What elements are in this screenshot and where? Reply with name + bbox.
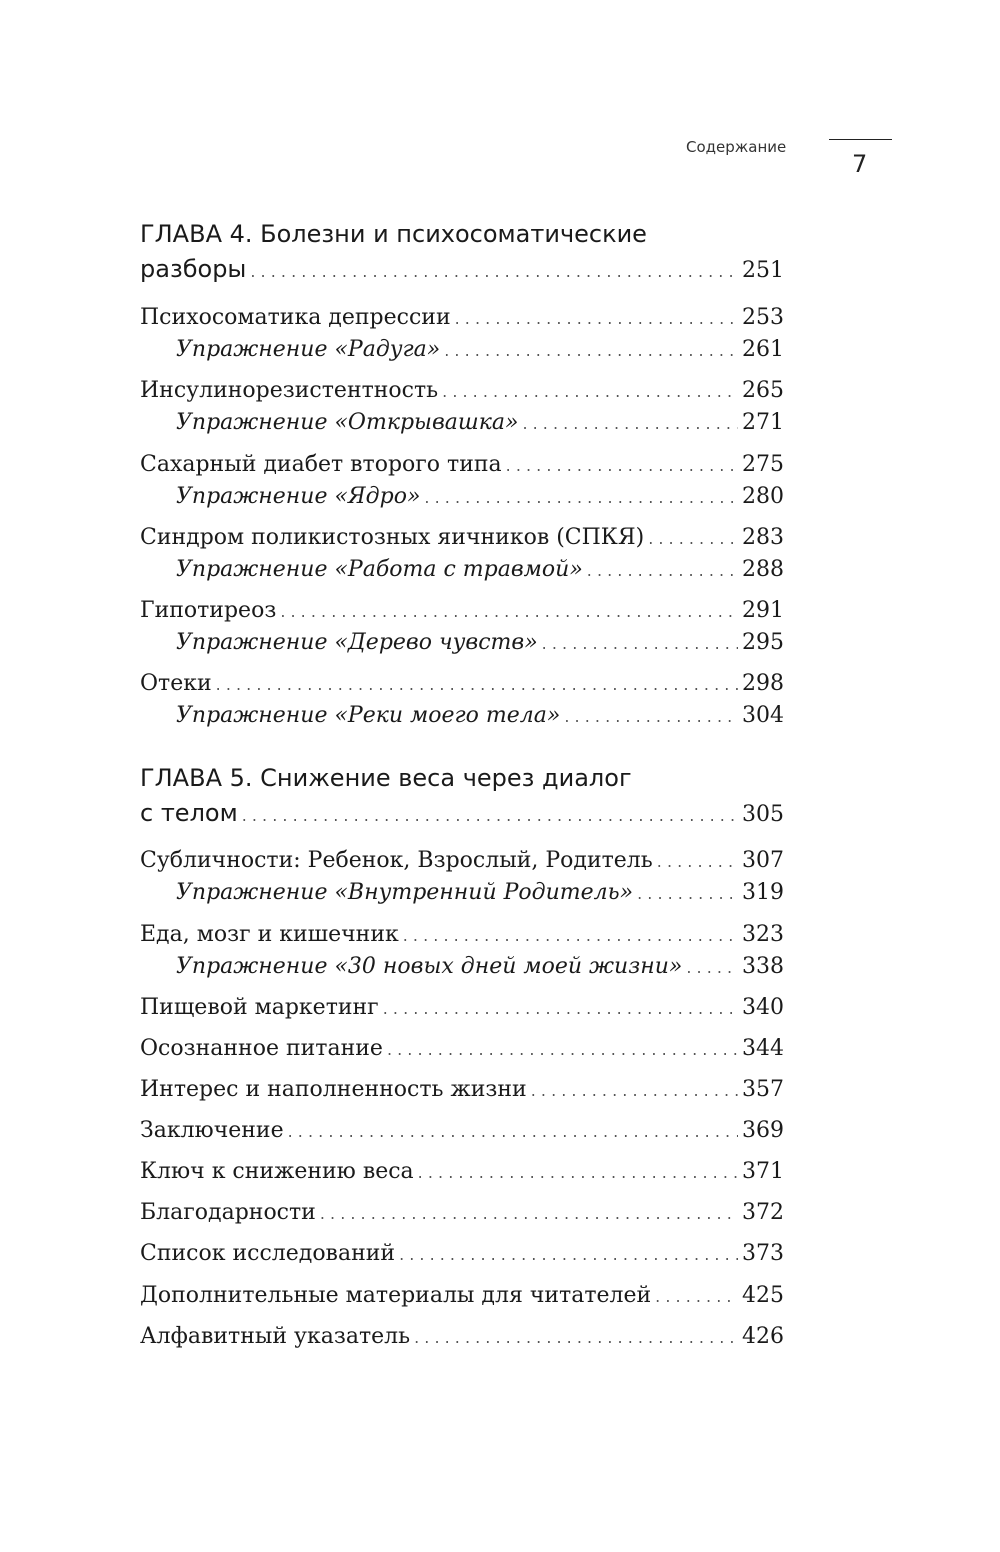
toc-exercise-title: Упражнение «Внутренний Родитель» bbox=[176, 880, 634, 905]
toc-entry-page: 265 bbox=[742, 378, 784, 403]
toc-entry[interactable] bbox=[140, 919, 784, 952]
toc-entry-page: 298 bbox=[742, 671, 784, 696]
toc-exercise[interactable] bbox=[176, 334, 784, 367]
header-rule bbox=[829, 139, 892, 140]
toc-exercise-page: 288 bbox=[742, 557, 784, 582]
chapter-4-entry[interactable] bbox=[140, 253, 784, 288]
toc-entry-title: Благодарности bbox=[140, 1200, 316, 1225]
toc-exercise-title: Упражнение «Открывашка» bbox=[176, 410, 519, 435]
toc-exercise-title: Упражнение «Радуга» bbox=[176, 337, 441, 362]
toc-entry[interactable] bbox=[140, 595, 784, 628]
leader-dots bbox=[403, 920, 738, 952]
toc-entry[interactable] bbox=[140, 1074, 784, 1107]
toc-entry[interactable] bbox=[140, 668, 784, 701]
leader-dots bbox=[564, 701, 738, 733]
chapter-4-page: 251 bbox=[742, 258, 784, 283]
toc-entry-page: 372 bbox=[742, 1200, 784, 1225]
toc-exercise-title: Упражнение «30 новых дней моей жизни» bbox=[176, 954, 683, 979]
toc-entry[interactable] bbox=[140, 1238, 784, 1271]
leader-dots bbox=[399, 1239, 738, 1271]
toc-entry-page: 357 bbox=[742, 1077, 784, 1102]
chapter-5-heading: ГЛАВА 5. Снижение веса через диалог bbox=[140, 764, 632, 792]
toc-exercise-title: Упражнение «Работа с травмой» bbox=[176, 557, 583, 582]
toc-entry[interactable] bbox=[140, 1115, 784, 1148]
leader-dots bbox=[216, 669, 738, 701]
toc-entry-page: 283 bbox=[742, 525, 784, 550]
toc-exercise-page: 338 bbox=[742, 954, 784, 979]
toc-entry[interactable] bbox=[140, 449, 784, 482]
toc-entry-page: 291 bbox=[742, 598, 784, 623]
toc-entry-page: 323 bbox=[742, 922, 784, 947]
toc-entry[interactable] bbox=[140, 1197, 784, 1230]
toc-entry-title: Интерес и наполненность жизни bbox=[140, 1077, 527, 1102]
toc-exercise[interactable] bbox=[176, 481, 784, 514]
toc-entry-page: 426 bbox=[742, 1324, 784, 1349]
toc-entry-title: Субличности: Ребенок, Взрослый, Родитель bbox=[140, 848, 653, 873]
toc-entry-title: Осознанное питание bbox=[140, 1036, 383, 1061]
toc-exercise[interactable] bbox=[176, 627, 784, 660]
leader-dots bbox=[655, 1281, 738, 1313]
leader-dots bbox=[531, 1075, 738, 1107]
leader-dots bbox=[648, 523, 738, 555]
toc-exercise-title: Упражнение «Дерево чувств» bbox=[176, 630, 538, 655]
toc-entry-title: Список исследований bbox=[140, 1241, 396, 1266]
leader-dots bbox=[637, 878, 738, 910]
running-head: Содержание bbox=[686, 138, 787, 156]
chapter-5-heading-cont: с телом bbox=[140, 799, 238, 827]
toc-entry-title: Психосоматика депрессии bbox=[140, 305, 451, 330]
toc-exercise-page: 261 bbox=[742, 337, 784, 362]
leader-dots bbox=[288, 1116, 738, 1148]
toc-entry[interactable] bbox=[140, 1321, 784, 1354]
toc-entry-page: 373 bbox=[742, 1241, 784, 1266]
chapter-4-heading: ГЛАВА 4. Болезни и психосоматические bbox=[140, 220, 647, 248]
toc-exercise[interactable] bbox=[176, 877, 784, 910]
leader-dots bbox=[280, 596, 738, 628]
toc-entry-title: Пищевой маркетинг bbox=[140, 995, 379, 1020]
toc-exercise-page: 280 bbox=[742, 484, 784, 509]
toc-entry-title: Сахарный диабет второго типа bbox=[140, 452, 502, 477]
toc-exercise[interactable] bbox=[176, 554, 784, 587]
toc-entry[interactable] bbox=[140, 845, 784, 878]
leader-dots bbox=[418, 1157, 738, 1189]
toc-entry-page: 307 bbox=[742, 848, 784, 873]
toc-exercise-page: 295 bbox=[742, 630, 784, 655]
leader-dots bbox=[657, 846, 738, 878]
toc-exercise-title: Упражнение «Ядро» bbox=[176, 484, 421, 509]
leader-dots bbox=[387, 1034, 738, 1066]
toc-entry-title: Гипотиреоз bbox=[140, 598, 277, 623]
chapter-5-page: 305 bbox=[742, 802, 784, 827]
leader-dots bbox=[383, 993, 738, 1025]
toc-entry-title: Алфавитный указатель bbox=[140, 1324, 411, 1349]
toc-entry[interactable] bbox=[140, 375, 784, 408]
toc-exercise-page: 271 bbox=[742, 410, 784, 435]
leader-dots bbox=[320, 1198, 738, 1230]
toc-entry[interactable] bbox=[140, 1280, 784, 1313]
toc-exercise-title: Упражнение «Реки моего тела» bbox=[176, 703, 561, 728]
toc-entry-title: Заключение bbox=[140, 1118, 284, 1143]
toc-entry-page: 340 bbox=[742, 995, 784, 1020]
leader-dots bbox=[242, 800, 738, 832]
toc-entry-title: Дополнительные материалы для читателей bbox=[140, 1283, 652, 1308]
leader-dots bbox=[542, 628, 738, 660]
leader-dots bbox=[587, 555, 738, 587]
toc-entry-page: 371 bbox=[742, 1159, 784, 1184]
toc-entry-page: 275 bbox=[742, 452, 784, 477]
toc-entry-title: Еда, мозг и кишечник bbox=[140, 922, 399, 947]
toc-entry-title: Синдром поликистозных яичников (СПКЯ) bbox=[140, 525, 645, 550]
toc-entry[interactable] bbox=[140, 1033, 784, 1066]
leader-dots bbox=[442, 376, 738, 408]
toc-exercise-page: 304 bbox=[742, 703, 784, 728]
toc-entry[interactable] bbox=[140, 302, 784, 335]
page-number: 7 bbox=[852, 150, 868, 178]
toc-entry-page: 344 bbox=[742, 1036, 784, 1061]
leader-dots bbox=[522, 408, 738, 440]
chapter-4-heading-cont: разборы bbox=[140, 255, 247, 283]
toc-entry[interactable] bbox=[140, 992, 784, 1025]
leader-dots bbox=[414, 1322, 738, 1354]
chapter-5-entry[interactable] bbox=[140, 797, 784, 832]
toc-exercise[interactable] bbox=[176, 951, 784, 984]
leader-dots bbox=[424, 482, 738, 514]
toc-entry[interactable] bbox=[140, 1156, 784, 1189]
toc-entry-title: Инсулинорезистентность bbox=[140, 378, 439, 403]
leader-dots bbox=[686, 952, 738, 984]
toc-entry-page: 425 bbox=[742, 1283, 784, 1308]
leader-dots bbox=[506, 450, 738, 482]
toc-entry[interactable] bbox=[140, 522, 784, 555]
leader-dots bbox=[455, 303, 738, 335]
toc-entry-page: 369 bbox=[742, 1118, 784, 1143]
toc-entry-title: Отеки bbox=[140, 671, 212, 696]
leader-dots bbox=[444, 335, 738, 367]
toc-exercise[interactable] bbox=[176, 700, 784, 733]
toc-entry-title: Ключ к снижению веса bbox=[140, 1159, 414, 1184]
toc-exercise-page: 319 bbox=[742, 880, 784, 905]
toc-exercise[interactable] bbox=[176, 407, 784, 440]
toc-entry-page: 253 bbox=[742, 305, 784, 330]
leader-dots bbox=[250, 256, 738, 288]
